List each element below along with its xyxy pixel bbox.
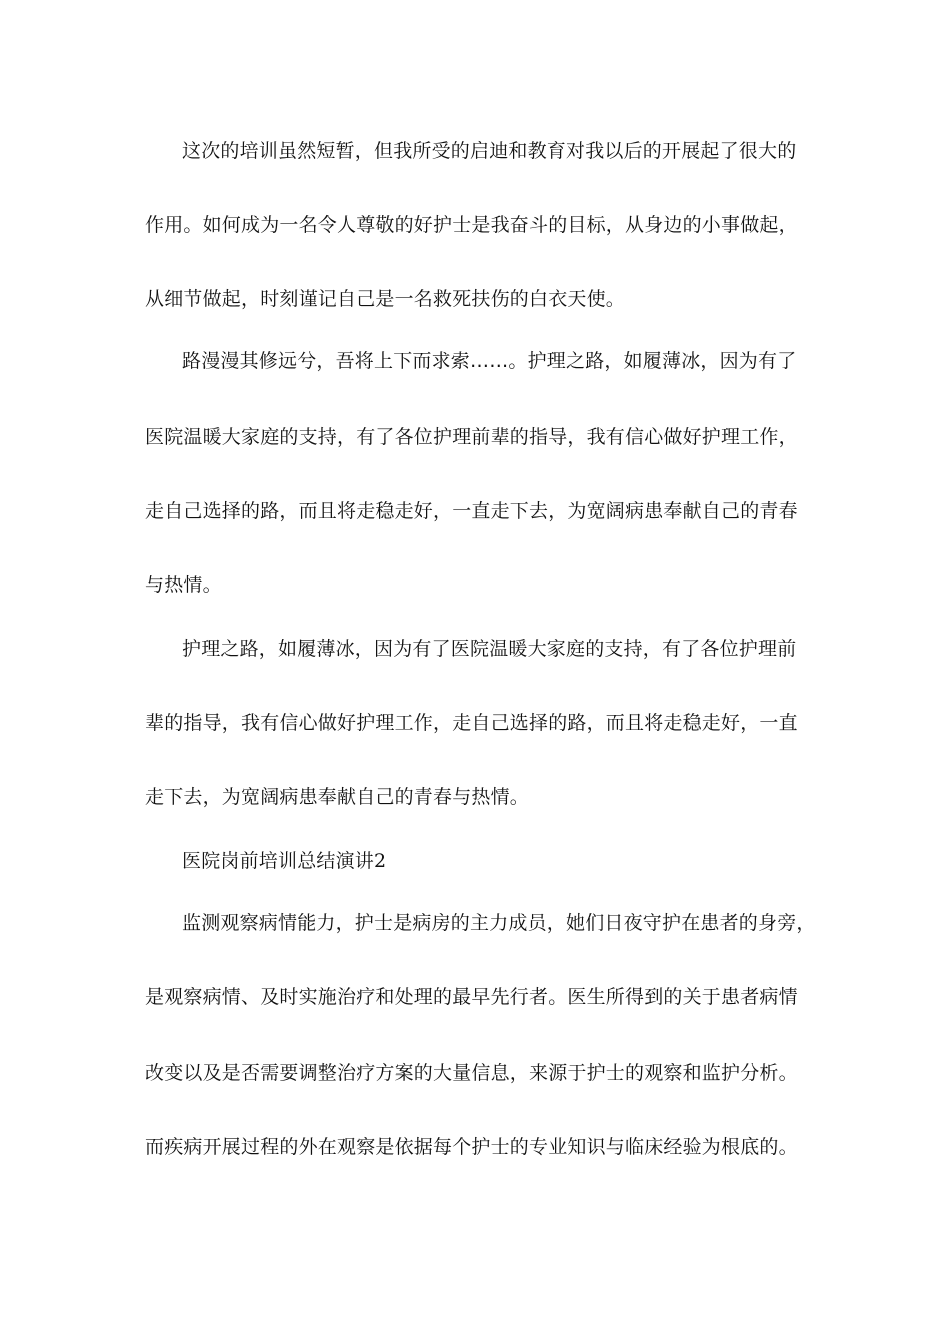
paragraph-3-line-3: 走下去，为宽阔病患奉献自己的青春与热情。 [145, 786, 530, 808]
paragraph-1-line-3: 从细节做起，时刻谨记自己是一名救死扶伤的白衣天使。 [145, 288, 626, 310]
paragraph-2-line-4: 与热情。 [145, 574, 222, 596]
paragraph-4-line-1: 监测观察病情能力，护士是病房的主力成员，她们日夜守护在患者的身旁， [182, 912, 816, 934]
paragraph-4-line-3: 改变以及是否需要调整治疗方案的大量信息，来源于护士的观察和监护分析。 [145, 1062, 798, 1084]
paragraph-4-line-4: 而疾病开展过程的外在观察是依据每个护士的专业知识与临床经验为根底的。 [145, 1136, 798, 1158]
paragraph-2-line-1: 路漫漫其修远兮，吾将上下而求索……。护理之路，如履薄冰，因为有了 [182, 350, 797, 372]
paragraph-3-line-2: 辈的指导，我有信心做好护理工作，走自己选择的路，而且将走稳走好，一直 [145, 712, 798, 734]
paragraph-2-line-3: 走自己选择的路，而且将走稳走好，一直走下去，为宽阔病患奉献自己的青春 [145, 500, 798, 522]
paragraph-4-line-2: 是观察病情、及时实施治疗和处理的最早先行者。医生所得到的关于患者病情 [145, 986, 798, 1008]
paragraph-2-line-2: 医院温暖大家庭的支持，有了各位护理前辈的指导，我有信心做好护理工作， [145, 426, 798, 448]
paragraph-3-line-1: 护理之路，如履薄冰，因为有了医院温暖大家庭的支持，有了各位护理前 [182, 638, 797, 660]
paragraph-1-line-2: 作用。如何成为一名令人尊敬的好护士是我奋斗的目标，从身边的小事做起， [145, 214, 798, 236]
paragraph-1-line-1: 这次的培训虽然短暂，但我所受的启迪和教育对我以后的开展起了很大的 [182, 140, 797, 162]
section-heading: 医院岗前培训总结演讲2 [182, 850, 387, 872]
